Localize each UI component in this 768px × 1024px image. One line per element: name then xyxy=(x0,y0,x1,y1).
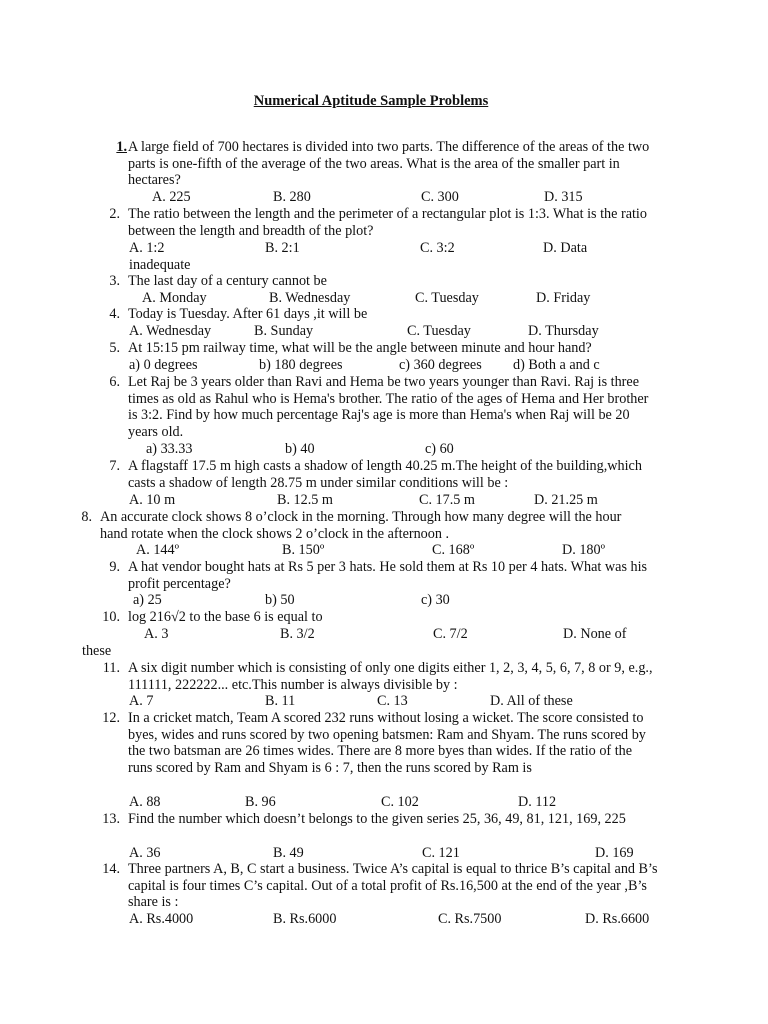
option: A. 88 xyxy=(129,794,161,810)
option: c) 360 degrees xyxy=(399,357,482,373)
question-text: A hat vendor bought hats at Rs 5 per 3 hats. He sold them at Rs 10 per 4 hats. What was his profit percentage? xyxy=(128,559,648,592)
option: D. Rs.6600 xyxy=(585,911,650,927)
question-number: 10. xyxy=(102,609,120,625)
option: D. 180º xyxy=(562,542,606,558)
option: A. 225 xyxy=(152,189,191,205)
options-row xyxy=(0,189,768,206)
options-row xyxy=(0,542,768,559)
question-number: 11. xyxy=(102,660,120,676)
option: B. 49 xyxy=(273,845,304,861)
question-number: 2. xyxy=(109,206,120,222)
question-number: 6. xyxy=(109,374,120,390)
options-row xyxy=(0,240,768,257)
question-number: 8. xyxy=(81,509,92,525)
option: B. 96 xyxy=(245,794,276,810)
options-row xyxy=(0,592,768,609)
option: D. Friday xyxy=(536,290,591,306)
question-number: 5. xyxy=(109,340,120,356)
option: B. 12.5 m xyxy=(277,492,333,508)
option: B. Rs.6000 xyxy=(273,911,337,927)
option: B. 3/2 xyxy=(280,626,315,642)
question-text: A flagstaff 17.5 m high casts a shadow of length 40.25 m.The height of the building,which casts a shadow of length 28.75 m under similar conditions will be : xyxy=(128,458,642,491)
option: C. 168º xyxy=(432,542,475,558)
options-row xyxy=(0,492,768,509)
option: d) Both a and c xyxy=(513,357,600,373)
option: C. 102 xyxy=(381,794,419,810)
option: A. Wednesday xyxy=(129,323,212,339)
option: B. Wednesday xyxy=(269,290,351,306)
option: A. 36 xyxy=(129,845,161,861)
option: A. 1:2 xyxy=(129,240,165,256)
option: D. 112 xyxy=(518,794,557,810)
question-text: Today is Tuesday. After 61 days ,it will be xyxy=(128,306,368,322)
option: B. 11 xyxy=(265,693,296,709)
question-number: 12. xyxy=(102,710,120,726)
option: C. Rs.7500 xyxy=(438,911,502,927)
question-number: 1. xyxy=(116,139,127,155)
option: C. 121 xyxy=(422,845,460,861)
option: A. 10 m xyxy=(129,492,176,508)
page-title: Numerical Aptitude Sample Problems xyxy=(253,93,489,109)
option: A. 7 xyxy=(129,693,154,709)
question-number: 7. xyxy=(109,458,120,474)
question-number: 13. xyxy=(102,811,120,827)
option: A. Rs.4000 xyxy=(129,911,194,927)
option: a) 0 degrees xyxy=(129,357,198,373)
question-text: In a cricket match, Team A scored 232 runs without losing a wicket. The score consisted to byes, wides and runs scored by two opening batsmen: Ram and Shyam. The runs scored by the two batsman are 26 times wides. There are 8 more byes than wides. If the ratio of the runs scored by Ram and Shyam is 6 : 7, then the runs scored by Ram is xyxy=(128,710,646,776)
option: a) 25 xyxy=(133,592,162,608)
option: B. 280 xyxy=(273,189,311,205)
options-row xyxy=(0,911,768,928)
options-row xyxy=(0,290,768,307)
option: D. None of xyxy=(563,626,627,642)
option-continuation: these xyxy=(82,643,112,659)
option: c) 60 xyxy=(425,441,454,457)
option: B. Sunday xyxy=(254,323,314,339)
question-number: 9. xyxy=(109,559,120,575)
option: a) 33.33 xyxy=(146,441,193,457)
question-text: Let Raj be 3 years older than Ravi and Hema be two years younger than Ravi. Raj is three times as old as Rahul who is Hema's brother. The ratio of the ages of Hema and Her brother is 3:2. Find by how much percentage Raj's age is more than Hema's when Raj will be 20 years old. xyxy=(128,374,649,440)
question-text: Find the number which doesn’t belongs to the given series 25, 36, 49, 81, 121, 169, 225 xyxy=(128,811,626,827)
option: b) 180 degrees xyxy=(259,357,343,373)
question-text: log 216√2 to the base 6 is equal to xyxy=(128,609,323,625)
options-row xyxy=(0,441,768,458)
option: C. 3:2 xyxy=(420,240,455,256)
options-row xyxy=(0,845,768,862)
question-text: A large field of 700 hectares is divided into two parts. The difference of the areas of the two parts is one-fifth of the average of the two areas. What is the area of the smaller part in hectares? xyxy=(128,139,650,189)
option: D. All of these xyxy=(490,693,573,709)
options-row xyxy=(0,357,768,374)
option: B. 2:1 xyxy=(265,240,300,256)
question-text: An accurate clock shows 8 o’clock in the morning. Through how many degree will the hour hand rotate when the clock shows 2 o’clock in the afternoon . xyxy=(100,509,622,542)
option: c) 30 xyxy=(421,592,450,608)
option: b) 40 xyxy=(285,441,315,457)
options-row xyxy=(0,794,768,811)
option: C. 300 xyxy=(421,189,459,205)
option: D. Data xyxy=(543,240,588,256)
option: C. Tuesday xyxy=(415,290,479,306)
option: C. 7/2 xyxy=(433,626,468,642)
options-row xyxy=(0,323,768,340)
question-text: A six digit number which is consisting of only one digits either 1, 2, 3, 4, 5, 6, 7, 8 or 9, e.g., 111111, 222222... etc.This number is always divisible by : xyxy=(128,660,653,693)
option: C. Tuesday xyxy=(407,323,471,339)
option: D. 169 xyxy=(595,845,634,861)
question-text: Three partners A, B, C start a business. Twice A’s capital is equal to thrice B’s capital and B’s capital is four times C’s capital. Out of a total profit of Rs.16,500 at the end of the year ,B’s share is : xyxy=(128,861,658,911)
option: C. 17.5 m xyxy=(419,492,475,508)
question-text: The last day of a century cannot be xyxy=(128,273,327,289)
options-row xyxy=(0,693,768,710)
option: A. 144º xyxy=(136,542,180,558)
option: A. Monday xyxy=(142,290,207,306)
option: D. 315 xyxy=(544,189,583,205)
question-text: At 15:15 pm railway time, what will be the angle between minute and hour hand? xyxy=(128,340,592,356)
question-number: 14. xyxy=(102,861,120,877)
option: b) 50 xyxy=(265,592,295,608)
option-continuation: inadequate xyxy=(129,257,191,273)
option: B. 150º xyxy=(282,542,325,558)
option: D. Thursday xyxy=(528,323,599,339)
option: A. 3 xyxy=(144,626,169,642)
option: D. 21.25 m xyxy=(534,492,598,508)
question-number: 3. xyxy=(109,273,120,289)
option: C. 13 xyxy=(377,693,408,709)
question-number: 4. xyxy=(109,306,120,322)
question-text: The ratio between the length and the perimeter of a rectangular plot is 1:3. What is the ratio between the length and breadth of the plot? xyxy=(128,206,647,239)
options-row xyxy=(0,626,768,643)
